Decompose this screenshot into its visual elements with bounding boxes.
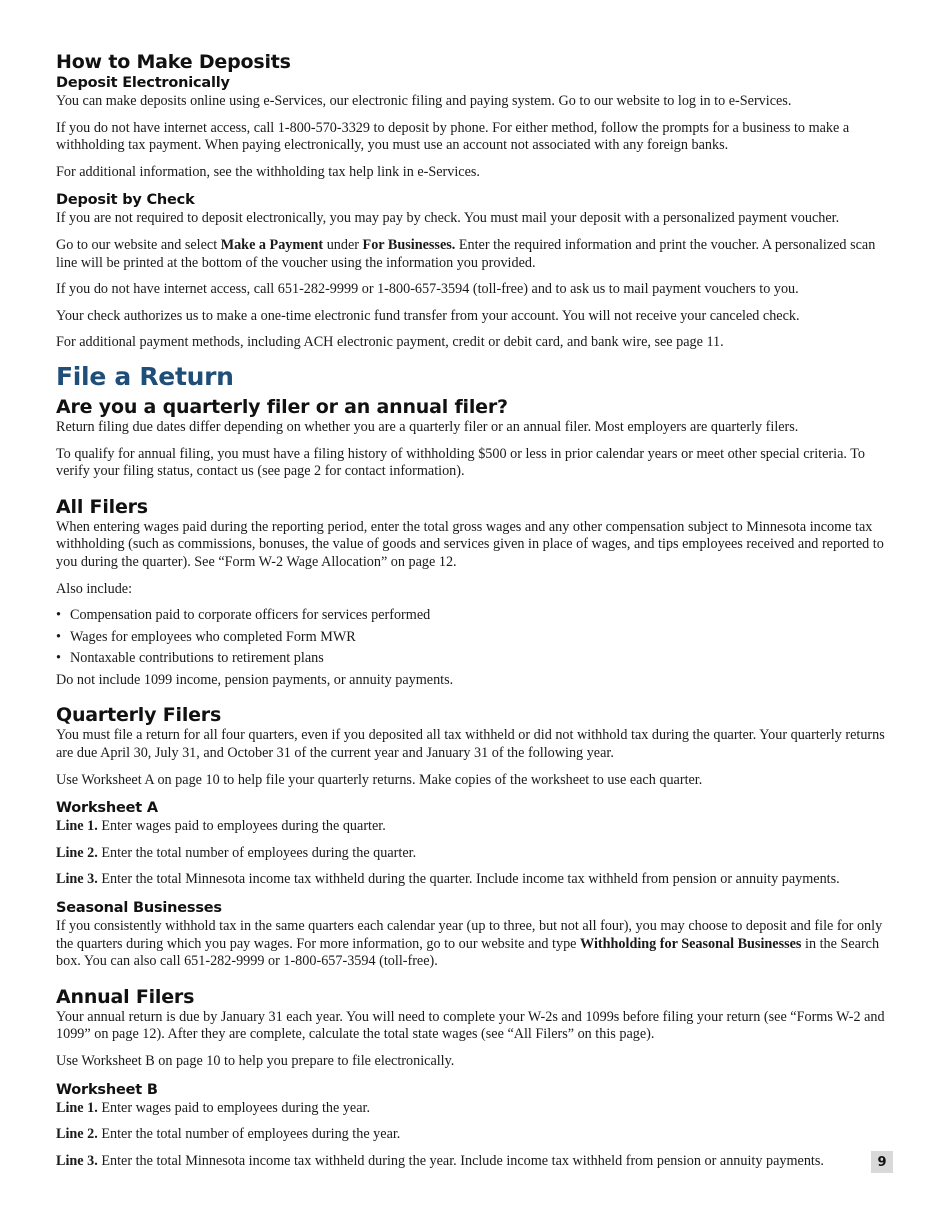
paragraph: Use Worksheet B on page 10 to help you prepare to file electronically. xyxy=(56,1053,455,1069)
bullet-icon: • xyxy=(56,628,61,645)
heading-file-a-return: File a Return xyxy=(56,361,234,391)
list-item-text: Nontaxable contributions to retirement plans xyxy=(70,650,324,667)
text-run: Go to our website and select xyxy=(56,236,221,253)
bold-text: Withholding for Seasonal Businesses xyxy=(580,935,802,952)
worksheet-line xyxy=(56,1100,898,1118)
line-label: Line 1. xyxy=(56,818,98,835)
heading-seasonal-businesses: Seasonal Businesses xyxy=(56,900,222,917)
page-number: 9 xyxy=(871,1151,893,1173)
paragraph: If you are not required to deposit electronically, you may pay by check. You must mail your deposit with a personalized payment voucher. xyxy=(56,210,840,227)
line-label: Line 2. xyxy=(56,1126,98,1143)
worksheet-line xyxy=(56,871,898,889)
bullet-list xyxy=(56,607,898,668)
worksheet-line xyxy=(56,818,898,836)
heading-deposit-by-check: Deposit by Check xyxy=(56,192,195,209)
line-text: Enter wages paid to employees during the year. xyxy=(97,1099,371,1116)
paragraph: To qualify for annual filing, you must have a filing history of withholding $500 or less in prior calendar years or meet other special criteria. To verify your filing status, contact us (see page 2 for contact information). xyxy=(56,445,865,480)
heading-worksheet-b: Worksheet B xyxy=(56,1081,158,1098)
list-item-text: Compensation paid to corporate officers for services performed xyxy=(70,607,431,624)
paragraph: If you do not have internet access, call 1-800-570-3329 to deposit by phone. For either method, follow the prompts for a business to make a withholding tax payment. When paying electronically, you must use an account not associated with any foreign banks. xyxy=(56,119,850,154)
paragraph: Also include: xyxy=(56,580,133,597)
line-label: Line 3. xyxy=(56,1152,98,1169)
list-item xyxy=(56,607,898,625)
paragraph xyxy=(56,918,898,971)
paragraph: Return filing due dates differ depending on whether you are a quarterly filer or an annual filer. Most employers are quarterly filers. xyxy=(56,418,799,435)
paragraph: When entering wages paid during the reporting period, enter the total gross wages and any other compensation subject to Minnesota income tax withholding (such as commissions, bonuses, the value of goods and services given in place of wages, and tips employees received and reported to you during the quarter). See “Form W-2 Wage Allocation” on page 12. xyxy=(56,518,884,570)
heading-worksheet-a: Worksheet A xyxy=(56,800,158,817)
line-text: Enter wages paid to employees during the quarter. xyxy=(97,818,386,835)
text-run: If you consistently withhold tax in the same quarters each calendar year (up to three, but not all four), you may choose to deposit and file for only the quarters during which you pay wages. For more information, go to our website and type xyxy=(56,918,883,952)
line-label: Line 3. xyxy=(56,871,98,888)
paragraph: For additional information, see the withholding tax help link in e-Services. xyxy=(56,163,480,180)
list-item xyxy=(56,629,898,647)
worksheet-line xyxy=(56,845,898,863)
line-text: Enter the total Minnesota income tax withheld during the year. Include income tax withheld from pension or annuity payments. xyxy=(97,1152,824,1169)
text-run: in the Search box. You can also call 651-282-9999 or 1-800-657-3594 (toll-free). xyxy=(56,935,880,970)
text-run: under xyxy=(323,236,363,253)
line-label: Line 1. xyxy=(56,1099,98,1116)
paragraph xyxy=(56,237,898,272)
worksheet-line xyxy=(56,1153,898,1171)
bullet-icon: • xyxy=(56,607,61,624)
line-label: Line 2. xyxy=(56,844,98,861)
heading-how-to-make-deposits: How to Make Deposits xyxy=(56,51,291,73)
bullet-icon: • xyxy=(56,650,61,667)
heading-deposit-electronically: Deposit Electronically xyxy=(56,75,230,91)
heading-all-filers: All Filers xyxy=(56,495,148,518)
bold-text: Make a Payment xyxy=(220,236,324,253)
heading-quarterly-filers: Quarterly Filers xyxy=(56,704,222,727)
line-text: Enter the total number of employees during the year. xyxy=(97,1126,401,1143)
paragraph: Your annual return is due by January 31 each year. You will need to complete your W-2s and 1099s before filing your return (see “Forms W-2 and 1099” on page 12). After they are complete, calculate the total state wages (see “All Filers” on this page). xyxy=(56,1008,885,1043)
line-text: Enter the total number of employees during the quarter. xyxy=(97,844,417,861)
paragraph: If you do not have internet access, call 651-282-9999 or 1-800-657-3594 (toll-free) and to ask us to mail payment vouchers to you. xyxy=(56,281,799,298)
paragraph: For additional payment methods, including ACH electronic payment, credit or debit card, and bank wire, see page 11. xyxy=(56,334,724,351)
line-text: Enter the total Minnesota income tax withheld during the quarter. Include income tax withheld from pension or annuity payments. xyxy=(97,871,840,888)
paragraph: You can make deposits online using e-Services, our electronic filing and paying system. Go to our website to log in to e-Services. xyxy=(56,93,792,109)
list-item xyxy=(56,650,898,668)
text-run: Enter the required information and print the voucher. A personalized scan line will be printed at the bottom of the voucher using the information you provided. xyxy=(56,236,876,271)
paragraph: Your check authorizes us to make a one-time electronic fund transfer from your account. You will not receive your canceled check. xyxy=(56,307,800,324)
heading-quarterly-or-annual: Are you a quarterly filer or an annual filer? xyxy=(56,395,508,418)
bold-text: For Businesses. xyxy=(362,236,456,253)
document-page xyxy=(56,50,898,1179)
worksheet-line xyxy=(56,1126,898,1144)
list-item-text: Wages for employees who completed Form MWR xyxy=(70,628,356,645)
heading-annual-filers: Annual Filers xyxy=(56,985,195,1008)
paragraph: You must file a return for all four quarters, even if you deposited all tax withheld or did not withhold tax during the quarter. Your quarterly returns are due April 30, July 31, and October 31 of the current year and January 31 of the following year. xyxy=(56,727,885,762)
paragraph: Use Worksheet A on page 10 to help file your quarterly returns. Make copies of the worksheet to use each quarter. xyxy=(56,771,703,788)
paragraph: Do not include 1099 income, pension payments, or annuity payments. xyxy=(56,671,454,688)
